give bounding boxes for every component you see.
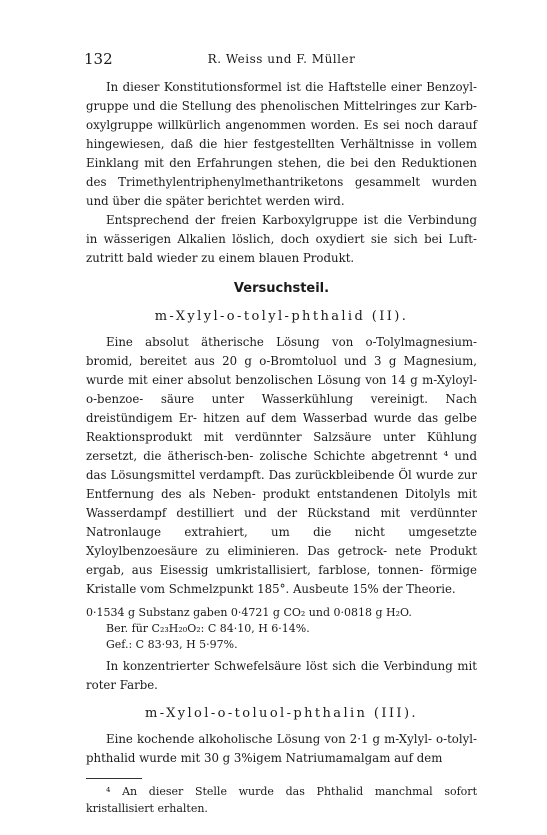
paragraph-3: Eine absolut ätherische Lösung von o-Tolylmagnesium- bromid, bereitet aus 20 g o-Bromtoluol und 3 g Magnesium, wurde mit einer absolut benzolischen Lösung von 14 g m-Xyloyl-o-benzoe- säure unter Wasserkühlung vereinigt. Nach dreistündigem Er- hitzen auf dem Wasserbad wurde das gelbe Reaktionsprodukt mit verdünnter Salzsäure unter Kühlung zersetzt, die ätherisch-ben- zolische Schichte abgetrennt ⁴ und das Lösungsmittel verdampft. Das zurückbleibende Öl wurde zur Entfernung des als Neben- produkt entstandenen Ditolyls mit Wasserdampf destilliert und der Rückstand mit verdünnter Natronlauge extrahiert, um die nicht umgesetzte Xyloylbenzoesäure zu eliminieren. Das getrock- nete Produkt ergab, aus Eisessig umkristallisiert, farblose, tonnen- förmige Kristalle vom Schmelzpunkt 185°. Ausbeute 15% der Theorie. — [86, 335, 477, 596]
paragraph-1: In dieser Konstitutionsformel ist die Haftstelle einer Benzoyl- gruppe und die Stellung des phenolischen Mittelringes zur Karb- oxylgruppe willkürlich angenommen worden. Es sei noch darauf hingewiesen, daß die hier festgestellten Verhältnisse in vollem Einklang mit den Erfahrungen stehen, die bei den Reduktionen des Trimethylentriphenylmethantriketons gesammelt wurden und über die später berichtet werden wird. — [86, 80, 477, 208]
analysis-line-2: Ber. für C₂₃H₂₀O₂: C 84·10, H 6·14%. — [106, 622, 310, 635]
paragraph-4: In konzentrierter Schwefelsäure löst sich die Verbindung mit roter Farbe. — [86, 659, 477, 692]
page-number: 132 — [84, 50, 113, 68]
compound-heading-2: m-Xylol-o-toluol-phthalin (III). — [145, 706, 418, 721]
running-head: R. Weiss und F. Müller — [207, 52, 356, 66]
paragraph-2: Entsprechend der freien Karboxylgruppe ist die Verbindung in wässerigen Alkalien löslich, doch oxydiert sie sich bei Luft- zutritt bald wieder zu einem blauen Produkt. — [86, 213, 477, 265]
compound-heading-1: m-Xylyl-o-tolyl-phthalid (II). — [154, 309, 409, 324]
body-text — [86, 78, 477, 817]
analysis-line-1: 0·1534 g Substanz gaben 0·4721 g CO₂ und 0·0818 g H₂O. — [86, 606, 412, 619]
page-header — [84, 50, 479, 70]
footnote: ⁴ An dieser Stelle wurde das Phthalid manchmal sofort kristallisiert erhalten. — [86, 785, 477, 815]
analysis-line-3: Gef.: C 83·93, H 5·97%. — [106, 638, 238, 651]
footnote-rule — [86, 778, 142, 779]
section-title: Versuchsteil. — [233, 281, 330, 296]
paragraph-5: Eine kochende alkoholische Lösung von 2·1 g m-Xylyl- o-tolyl-phthalid wurde mit 30 g 3%igem Natriumamalgam auf dem — [86, 732, 477, 765]
